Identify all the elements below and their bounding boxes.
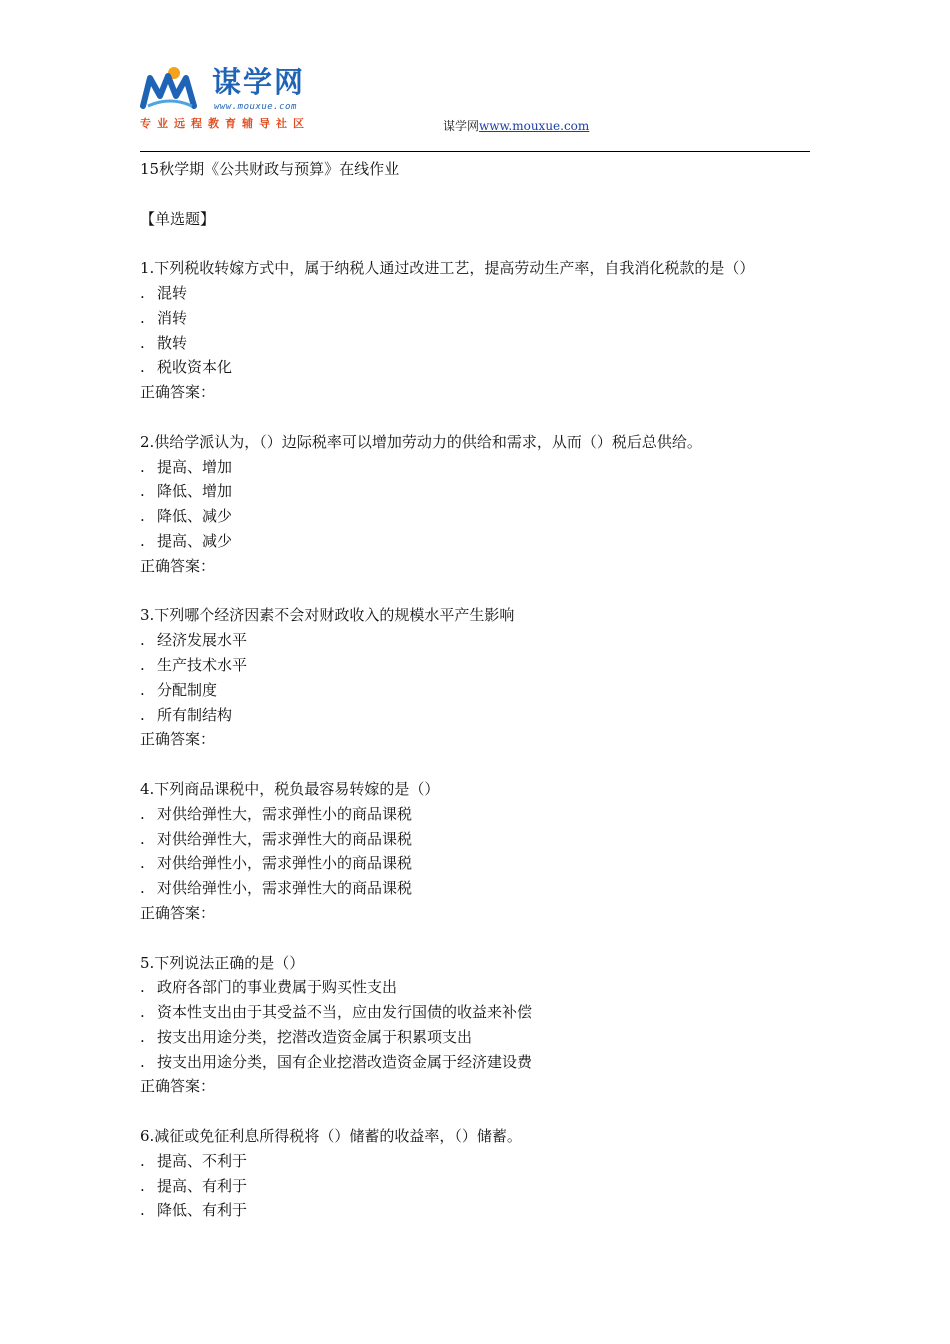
- option-text: 所有制结构: [157, 705, 233, 724]
- question-stem: 6.减征或免征利息所得税将（）储蓄的收益率，（）储蓄。: [140, 1127, 522, 1146]
- answer-option: [140, 678, 820, 703]
- answer-option: [140, 331, 820, 356]
- option-text: 散转: [157, 333, 188, 352]
- answer-option: [140, 975, 820, 1000]
- answer-option: [140, 504, 820, 529]
- question-block: [140, 777, 820, 951]
- answer-option: [140, 653, 820, 678]
- question-list: [140, 256, 820, 1223]
- option-marker: .: [140, 680, 145, 699]
- answer-option: [140, 802, 820, 827]
- option-marker: .: [140, 655, 145, 674]
- option-marker: .: [140, 1201, 145, 1220]
- answer-option: [140, 1174, 820, 1199]
- option-text: 分配制度: [157, 680, 218, 699]
- document-title: 15秋学期《公共财政与预算》在线作业: [140, 160, 400, 178]
- answer-option: [140, 827, 820, 852]
- option-marker: .: [140, 1003, 145, 1022]
- option-marker: .: [140, 854, 145, 873]
- answer-option: [140, 628, 820, 653]
- logo-title: 谋学网: [212, 65, 306, 99]
- answer-label: 正确答案：: [140, 903, 216, 922]
- option-text: 提高、有利于: [157, 1176, 248, 1195]
- option-marker: .: [140, 829, 145, 848]
- option-text: 提高、增加: [157, 457, 233, 476]
- question-stem: 5.下列说法正确的是（）: [140, 953, 305, 972]
- answer-option: [140, 1000, 820, 1025]
- header-divider: [140, 151, 810, 152]
- site-label: 谋学网: [443, 119, 480, 133]
- option-text: 税收资本化: [157, 358, 233, 377]
- option-text: 按支出用途分类，挖潜改造资金属于积累项支出: [157, 1027, 473, 1046]
- option-text: 按支出用途分类，国有企业挖潜改造资金属于经济建设费: [157, 1052, 533, 1071]
- option-marker: .: [140, 1027, 145, 1046]
- question-stem: 3.下列哪个经济因素不会对财政收入的规模水平产生影响: [140, 606, 515, 625]
- option-marker: .: [140, 631, 145, 650]
- option-text: 混转: [157, 283, 188, 302]
- answer-option: [140, 703, 820, 728]
- option-marker: .: [140, 308, 145, 327]
- option-text: 经济发展水平: [157, 631, 248, 650]
- answer-option: [140, 1198, 820, 1223]
- option-marker: .: [140, 457, 145, 476]
- answer-option: [140, 876, 820, 901]
- answer-label: 正确答案：: [140, 730, 216, 749]
- answer-option: [140, 1050, 820, 1075]
- question-block: [140, 430, 820, 604]
- option-text: 降低、有利于: [157, 1201, 248, 1220]
- option-text: 提高、不利于: [157, 1151, 248, 1170]
- question-stem: 1.下列税收转嫁方式中，属于纳税人通过改进工艺，提高劳动生产率，自我消化税款的是（）: [140, 259, 755, 278]
- logo: [140, 62, 340, 132]
- logo-slogan: 专业远程教育辅导社区: [140, 117, 310, 130]
- question-stem: 4.下列商品课税中，税负最容易转嫁的是（）: [140, 779, 440, 798]
- answer-option: [140, 529, 820, 554]
- option-text: 降低、减少: [157, 507, 233, 526]
- page-header: [140, 62, 810, 154]
- answer-label: 正确答案：: [140, 1077, 216, 1096]
- option-marker: .: [140, 1151, 145, 1170]
- question-block: [140, 951, 820, 1125]
- answer-option: [140, 355, 820, 380]
- option-marker: .: [140, 333, 145, 352]
- option-marker: .: [140, 358, 145, 377]
- option-text: 对供给弹性小，需求弹性大的商品课税: [157, 879, 413, 898]
- answer-option: [140, 479, 820, 504]
- site-link[interactable]: www.mouxue.com: [479, 119, 590, 133]
- option-marker: .: [140, 283, 145, 302]
- option-text: 消转: [157, 308, 188, 327]
- option-marker: .: [140, 482, 145, 501]
- section-heading: 【单选题】: [140, 209, 216, 228]
- option-text: 对供给弹性小，需求弹性小的商品课税: [157, 854, 413, 873]
- option-marker: .: [140, 1176, 145, 1195]
- answer-option: [140, 851, 820, 876]
- answer-label: 正确答案：: [140, 556, 216, 575]
- option-marker: .: [140, 705, 145, 724]
- answer-option: [140, 306, 820, 331]
- answer-option: [140, 1025, 820, 1050]
- question-block: [140, 256, 820, 430]
- option-marker: .: [140, 507, 145, 526]
- answer-option: [140, 281, 820, 306]
- document-body: [140, 157, 820, 1223]
- option-marker: .: [140, 879, 145, 898]
- option-marker: .: [140, 1052, 145, 1071]
- question-block: [140, 1124, 820, 1223]
- option-marker: .: [140, 978, 145, 997]
- question-block: [140, 603, 820, 777]
- option-text: 资本性支出由于其受益不当，应由发行国债的收益来补偿: [157, 1003, 533, 1022]
- question-stem: 2.供给学派认为，（）边际税率可以增加劳动力的供给和需求，从而（）税后总供给。: [140, 432, 702, 451]
- option-marker: .: [140, 804, 145, 823]
- answer-label: 正确答案：: [140, 383, 216, 402]
- answer-option: [140, 455, 820, 480]
- option-text: 降低、增加: [157, 482, 233, 501]
- option-text: 对供给弹性大，需求弹性小的商品课税: [157, 804, 413, 823]
- logo-mark-icon: [140, 66, 202, 110]
- site-reference: [443, 117, 589, 134]
- option-text: 政府各部门的事业费属于购买性支出: [157, 978, 398, 997]
- option-marker: .: [140, 531, 145, 550]
- option-text: 生产技术水平: [157, 655, 248, 674]
- option-text: 对供给弹性大，需求弹性大的商品课税: [157, 829, 413, 848]
- answer-option: [140, 1149, 820, 1174]
- logo-url: www.mouxue.com: [214, 102, 297, 112]
- option-text: 提高、减少: [157, 531, 233, 550]
